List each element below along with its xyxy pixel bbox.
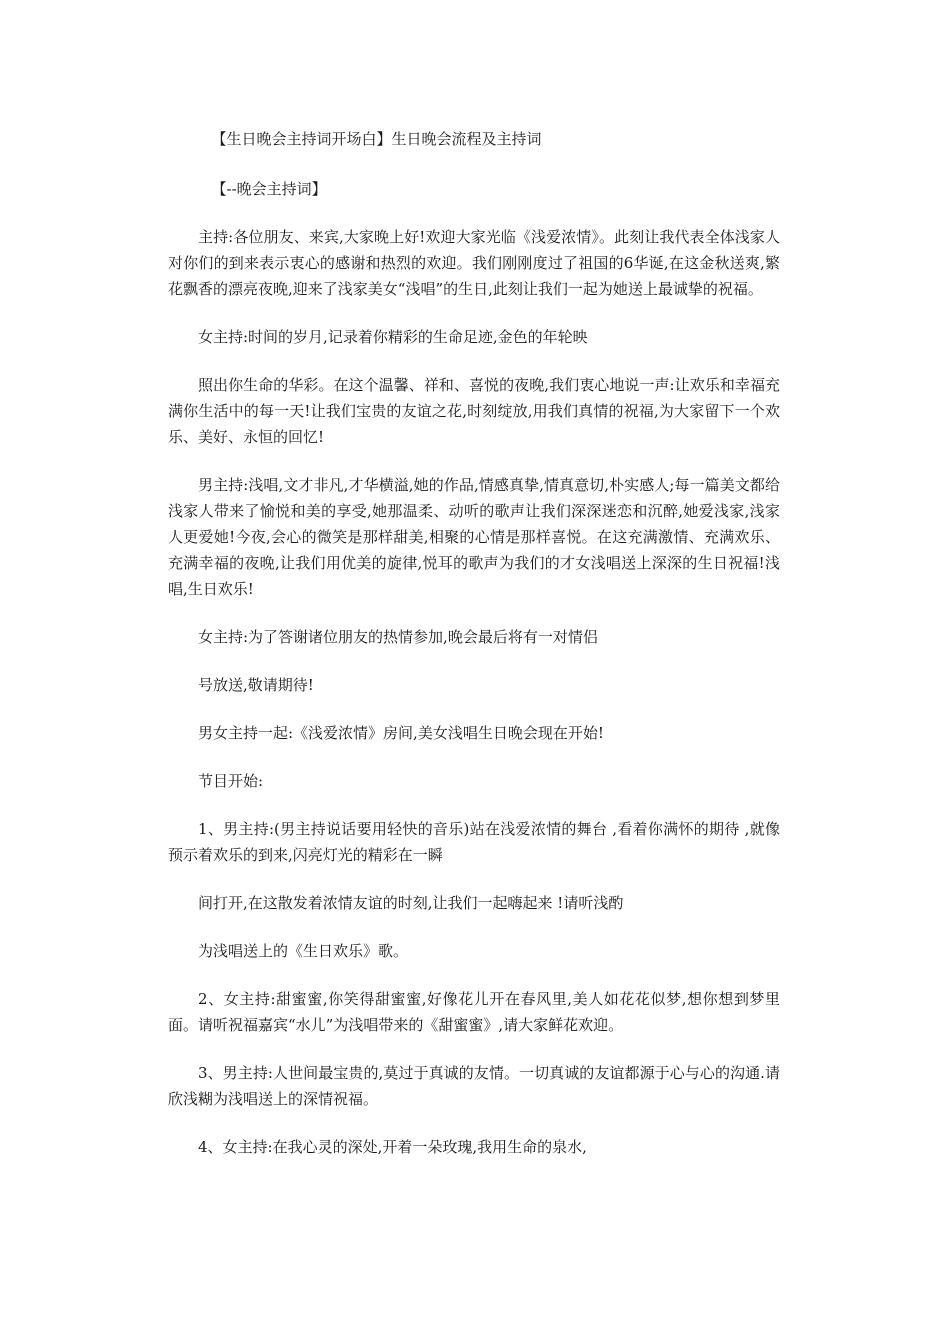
- paragraph: 3、男主持:人世间最宝贵的,莫过于真诚的友情。一切真诚的友谊都源于心与心的沟通.请欣浅糊为浅唱送上的深情祝福。: [168, 1064, 780, 1108]
- paragraph: 女主持:为了答谢诸位朋友的热情参加,晚会最后将有一对情侣: [198, 628, 598, 646]
- paragraph: 节目开始:: [198, 772, 264, 790]
- document-title: 【生日晚会主持词开场白】生日晚会流程及主持词: [211, 130, 542, 148]
- paragraph: 男主持:浅唱,文才非凡,才华横溢,她的作品,情感真挚,情真意切,朴实感人;每一篇美文都给浅家人带来了愉悦和美的享受,她那温柔、动听的歌声让我们深深迷恋和沉醉,她爱浅家,浅家人更爱她!今夜,会心的微笑是那样甜美,相聚的心情是那样喜悦。在这充满激情、充满欢乐、充满幸福的夜晚,让我们用优美的旋律,悦耳的歌声为我们的才女浅唱送上深深的生日祝福!浅唱,生日欢乐!: [168, 476, 780, 598]
- paragraph: 号放送,敬请期待!: [198, 676, 314, 694]
- paragraph: 2、女主持:甜蜜蜜,你笑得甜蜜蜜,好像花儿开在春风里,美人如花花似梦,想你想到梦里面。请听祝福嘉宾“水儿”为浅唱带来的《甜蜜蜜》,请大家鲜花欢迎。: [168, 990, 780, 1034]
- paragraph: 4、女主持:在我心灵的深处,开着一朵玫瑰,我用生命的泉水,: [198, 1138, 587, 1156]
- section-heading: 【--晚会主持词】: [211, 180, 327, 198]
- paragraph: 间打开,在这散发着浓情友谊的时刻,让我们一起嗨起来 !请听浅酌: [198, 894, 624, 912]
- paragraph: 女主持:时间的岁月,记录着你精彩的生命足迹,金色的年轮映: [198, 328, 588, 346]
- paragraph: 1、男主持:(男主持说话要用轻快的音乐)站在浅爱浓情的舞台 ,看着你满怀的期待 ,就像预示着欢乐的到来,闪亮灯光的精彩在一瞬: [168, 820, 780, 864]
- document-body: [168, 126, 780, 1182]
- paragraph: 主持:各位朋友、来宾,大家晚上好!欢迎大家光临《浅爱浓情》。此刻让我代表全体浅家人对你们的到来表示衷心的感谢和热烈的欢迎。我们刚刚度过了祖国的6华诞,在这金秋送爽,繁花飘香的漂亮夜晚,迎来了浅家美女“浅唱”的生日,此刻让我们一起为她送上最诚挚的祝福。: [168, 228, 780, 298]
- paragraph: 为浅唱送上的《生日欢乐》歌。: [198, 942, 409, 960]
- paragraph: 男女主持一起:《浅爱浓情》房间,美女浅唱生日晚会现在开始!: [198, 724, 604, 742]
- paragraph: 照出你生命的华彩。在这个温馨、祥和、喜悦的夜晚,我们衷心地说一声:让欢乐和幸福充满你生活中的每一天!让我们宝贵的友谊之花,时刻绽放,用我们真情的祝福,为大家留下一个欢乐、美好、永恒的回忆!: [168, 376, 780, 446]
